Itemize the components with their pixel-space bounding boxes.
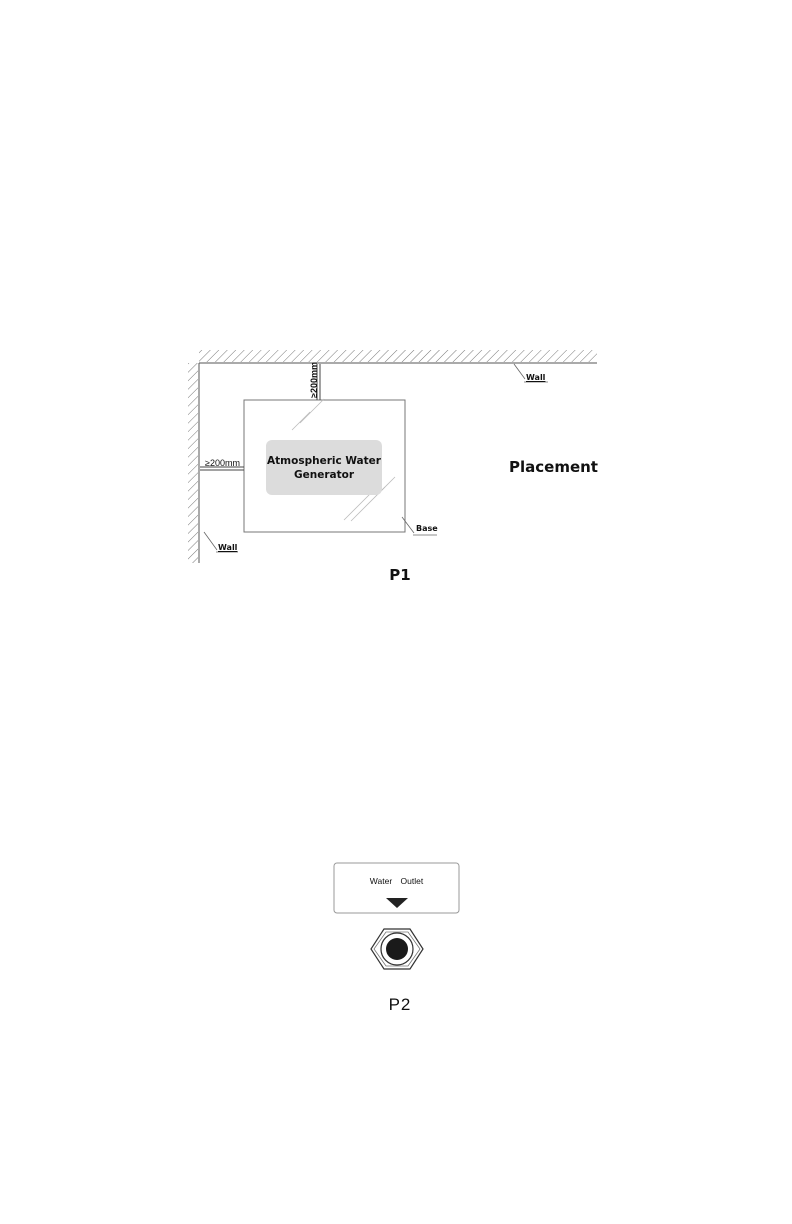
water-outlet-label: Water Outlet	[369, 876, 424, 886]
top-clearance-label: ≥200mm	[309, 362, 319, 398]
figure-caption-p2: P2	[388, 995, 412, 1014]
wall-top-leader	[514, 364, 525, 379]
base-label: Base	[416, 524, 438, 533]
unit-label-line1: Atmospheric Water	[267, 454, 381, 467]
top-wall-hatching	[199, 350, 597, 362]
figure-caption-p1: P1	[389, 566, 411, 584]
wall-top-label: Wall	[526, 373, 546, 382]
wall-left-label: Wall	[218, 543, 238, 552]
left-clearance-label: ≥200mm	[205, 458, 240, 468]
placement-heading: Placement	[509, 458, 598, 476]
wall-left-leader	[204, 532, 217, 550]
unit-label-line2: Generator	[293, 468, 354, 481]
water-generator-unit	[266, 440, 382, 495]
hex-fitting-icon	[371, 929, 423, 969]
left-wall-hatching	[188, 363, 198, 563]
